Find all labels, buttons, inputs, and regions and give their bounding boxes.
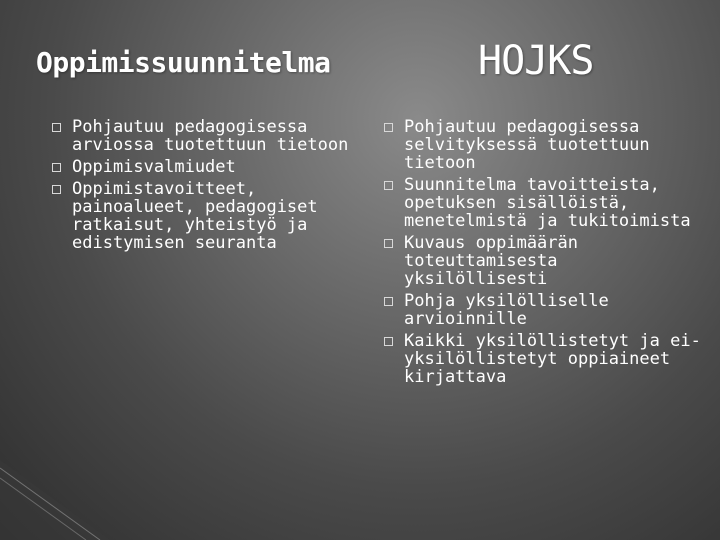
list-item-text: Pohjautuu pedagogisessa arviossa tuotettuun tietoon [72, 117, 349, 155]
list-item [384, 332, 704, 386]
checkbox-square-icon [52, 185, 61, 194]
checkbox-square-icon [384, 297, 393, 306]
checkbox-square-icon [384, 337, 393, 346]
checkbox-square-icon [384, 123, 393, 132]
list-item [384, 118, 704, 172]
list-item-text: Kuvaus oppimäärän toteuttamisesta yksilöllisesti [404, 233, 578, 289]
left-bullet-list [52, 118, 372, 256]
list-item [384, 292, 704, 328]
list-item-text: Pohja yksilölliselle arvioinnille [404, 291, 609, 329]
list-item-text: Oppimistavoitteet, painoalueet, pedagogiset ratkaisut, yhteistyö ja edistymisen seuranta [72, 179, 318, 253]
checkbox-square-icon [384, 239, 393, 248]
checkbox-square-icon [384, 181, 393, 190]
list-item [384, 234, 704, 288]
right-column-title: HOJKS [478, 38, 594, 84]
right-bullet-list [384, 118, 704, 390]
checkbox-square-icon [52, 163, 61, 172]
left-column-title: Oppimissuunnitelma [36, 46, 331, 79]
list-item-text: Suunnitelma tavoitteista, opetuksen sisällöistä, menetelmistä ja tukitoimista [404, 175, 691, 231]
corner-decoration [0, 460, 110, 540]
list-item [52, 180, 372, 252]
list-item [52, 118, 372, 154]
checkbox-square-icon [52, 123, 61, 132]
list-item-text: Kaikki yksilöllistetyt ja ei-yksilöllistetyt oppiaineet kirjattava [404, 331, 701, 387]
list-item [384, 176, 704, 230]
list-item-text: Pohjautuu pedagogisessa selvityksessä tuotettuun tietoon [404, 117, 650, 173]
list-item-text: Oppimisvalmiudet [72, 157, 236, 177]
list-item [52, 158, 372, 176]
